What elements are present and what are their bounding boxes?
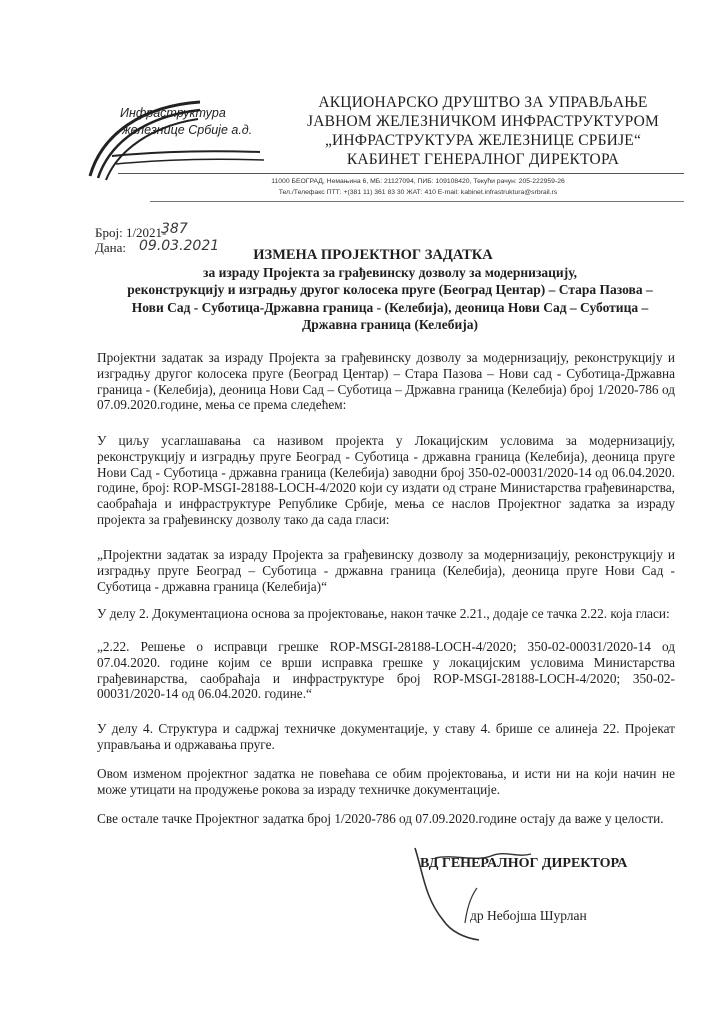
document-title: ИЗМЕНА ПРОЈЕКТНОГ ЗАДАТКА [253,247,493,263]
header-address: 11000 БЕОГРАД, Немањина 6, МБ: 21127094, ПИБ: 109108420, Текући рачун: 205-222959-26 [271,178,565,185]
paragraph-point-2-22: „2.22. Решење о исправци грешке ROP-MSGI-28188-LOCH-4/2020; 350-02-00031/2020-14 од 07.04.2020. године којим се врши исправка грешке у локацијским условима Министарства грађевинарства, саобраћаја и инфраструктуре број ROP-MSGI-28188-LOCH-4/2020; 350-02-00031/2020-14 од 06.04.2020. године.“ [97,639,675,702]
handwritten-signature-icon [395,828,610,948]
header-company-line2: ЈАВНОМ ЖЕЛЕЗНИЧКОМ ИНФРАСТРУКТУРОМ [306,113,660,130]
document-subtitle-line4: Државна граница (Келебија) [302,317,478,332]
paragraph-intro: Пројектни задатак за израду Пројекта за грађевинску дозволу за модернизацију, реконструкцију и изградњу другог колосека пруге (Београд Центар) – Стара Пазова – Нови сад - Суботица-Државна граница - (Келебија), деоница Нови Сад – Суботица – Државна граница (Келебија) број 1/2020-786 од 07.09.2020.године, мења се према следећем: [97,350,675,413]
header-divider-top [118,173,684,174]
header-phone-email: Тел./Телефакс ПТТ: +(381 11) 361 83 30 ЖАТ: 410 E-mail: kabinet.infrastruktura@srbrail.rs [278,189,558,196]
logo-text-line1: Инфраструктура [120,106,226,120]
paragraph-section-4: У делу 4. Структура и садржај техничке документације, у ставу 4. брише се алинеја 22. Пројекат управљања и одржавања пруге. [97,721,675,752]
paragraph-harmonization: У циљу усаглашавања са називом пројекта у Локацијским условима за модернизацију, реконструкцију и изградњу пруге Београд - Суботица - државна граница (Келебија), деоница пруге Нови Сад - Суботица - државна граница (Келебија) заводни број 350-02-00031/2020-14 од 06.04.2020. године, број: ROP-MSGI-28188-LOCH-4/2020 који су издати од стране Министарства грађевинарства, саобраћаја и инфраструктуре Републике Србије, мења се наслов Пројектног задатка за израду пројекта за грађевинску дозволу тако да сада гласи: [97,433,675,527]
signatory-title: ВД ГЕНЕРАЛНОГ ДИРЕКТОРА [420,856,628,871]
paragraph-remaining-points: Све остале тачке Пројектног задатка број 1/2020-786 од 07.09.2020.године остају да важе у целости. [97,811,664,826]
document-subtitle-line1: за израду Пројекта за грађевинску дозволу за модернизацију, [203,265,577,280]
header-company-line1: АКЦИОНАРСКО ДРУШТВО ЗА УПРАВЉАЊЕ [318,94,648,111]
document-subtitle-line2: реконструкцију и изградњу другог колосека пруге (Београд Центар) – Стара Пазова – [127,282,653,297]
date-label: Дана: [95,240,126,255]
date-handwritten: 09.03.2021 [139,238,220,254]
signatory-name: др Небојша Шурлан [470,908,587,923]
document-subtitle-line3: Нови Сад - Суботица-Државна граница - (Келебија), деоница Нови Сад – Суботица – [131,300,649,315]
paragraph-new-title-quote: „Пројектни задатак за израду Пројекта за грађевинску дозволу за модернизацију, реконструкцију и изградњу пруге Београд – Суботица - државна граница (Келебија), деоница пруге Нови Сад - Суботица - државна граница (Келебија)“ [97,547,675,594]
reference-number-label: Број: 1/2021- [95,225,167,240]
header-office-name: КАБИНЕТ ГЕНЕРАЛНОГ ДИРЕКТОРА [346,151,620,168]
paragraph-scope: Овом изменом пројектног задатка не повећава се обим пројектовања, и исти ни на који начин не може утицати на продужење рокова за израду техничке документације. [97,766,675,797]
header-company-line3: „ИНФРАСТРУКТУРА ЖЕЛЕЗНИЦЕ СРБИЈЕ“ [324,132,642,149]
reference-number-handwritten: 387 [161,221,188,237]
logo-text-line2: железнице Србије а.д. [122,123,253,137]
paragraph-section-2-intro: У делу 2. Документациона основа за пројектовање, након тачке 2.21., додаје се тачка 2.22. која гласи: [97,606,670,621]
header-divider-bottom [150,201,684,202]
